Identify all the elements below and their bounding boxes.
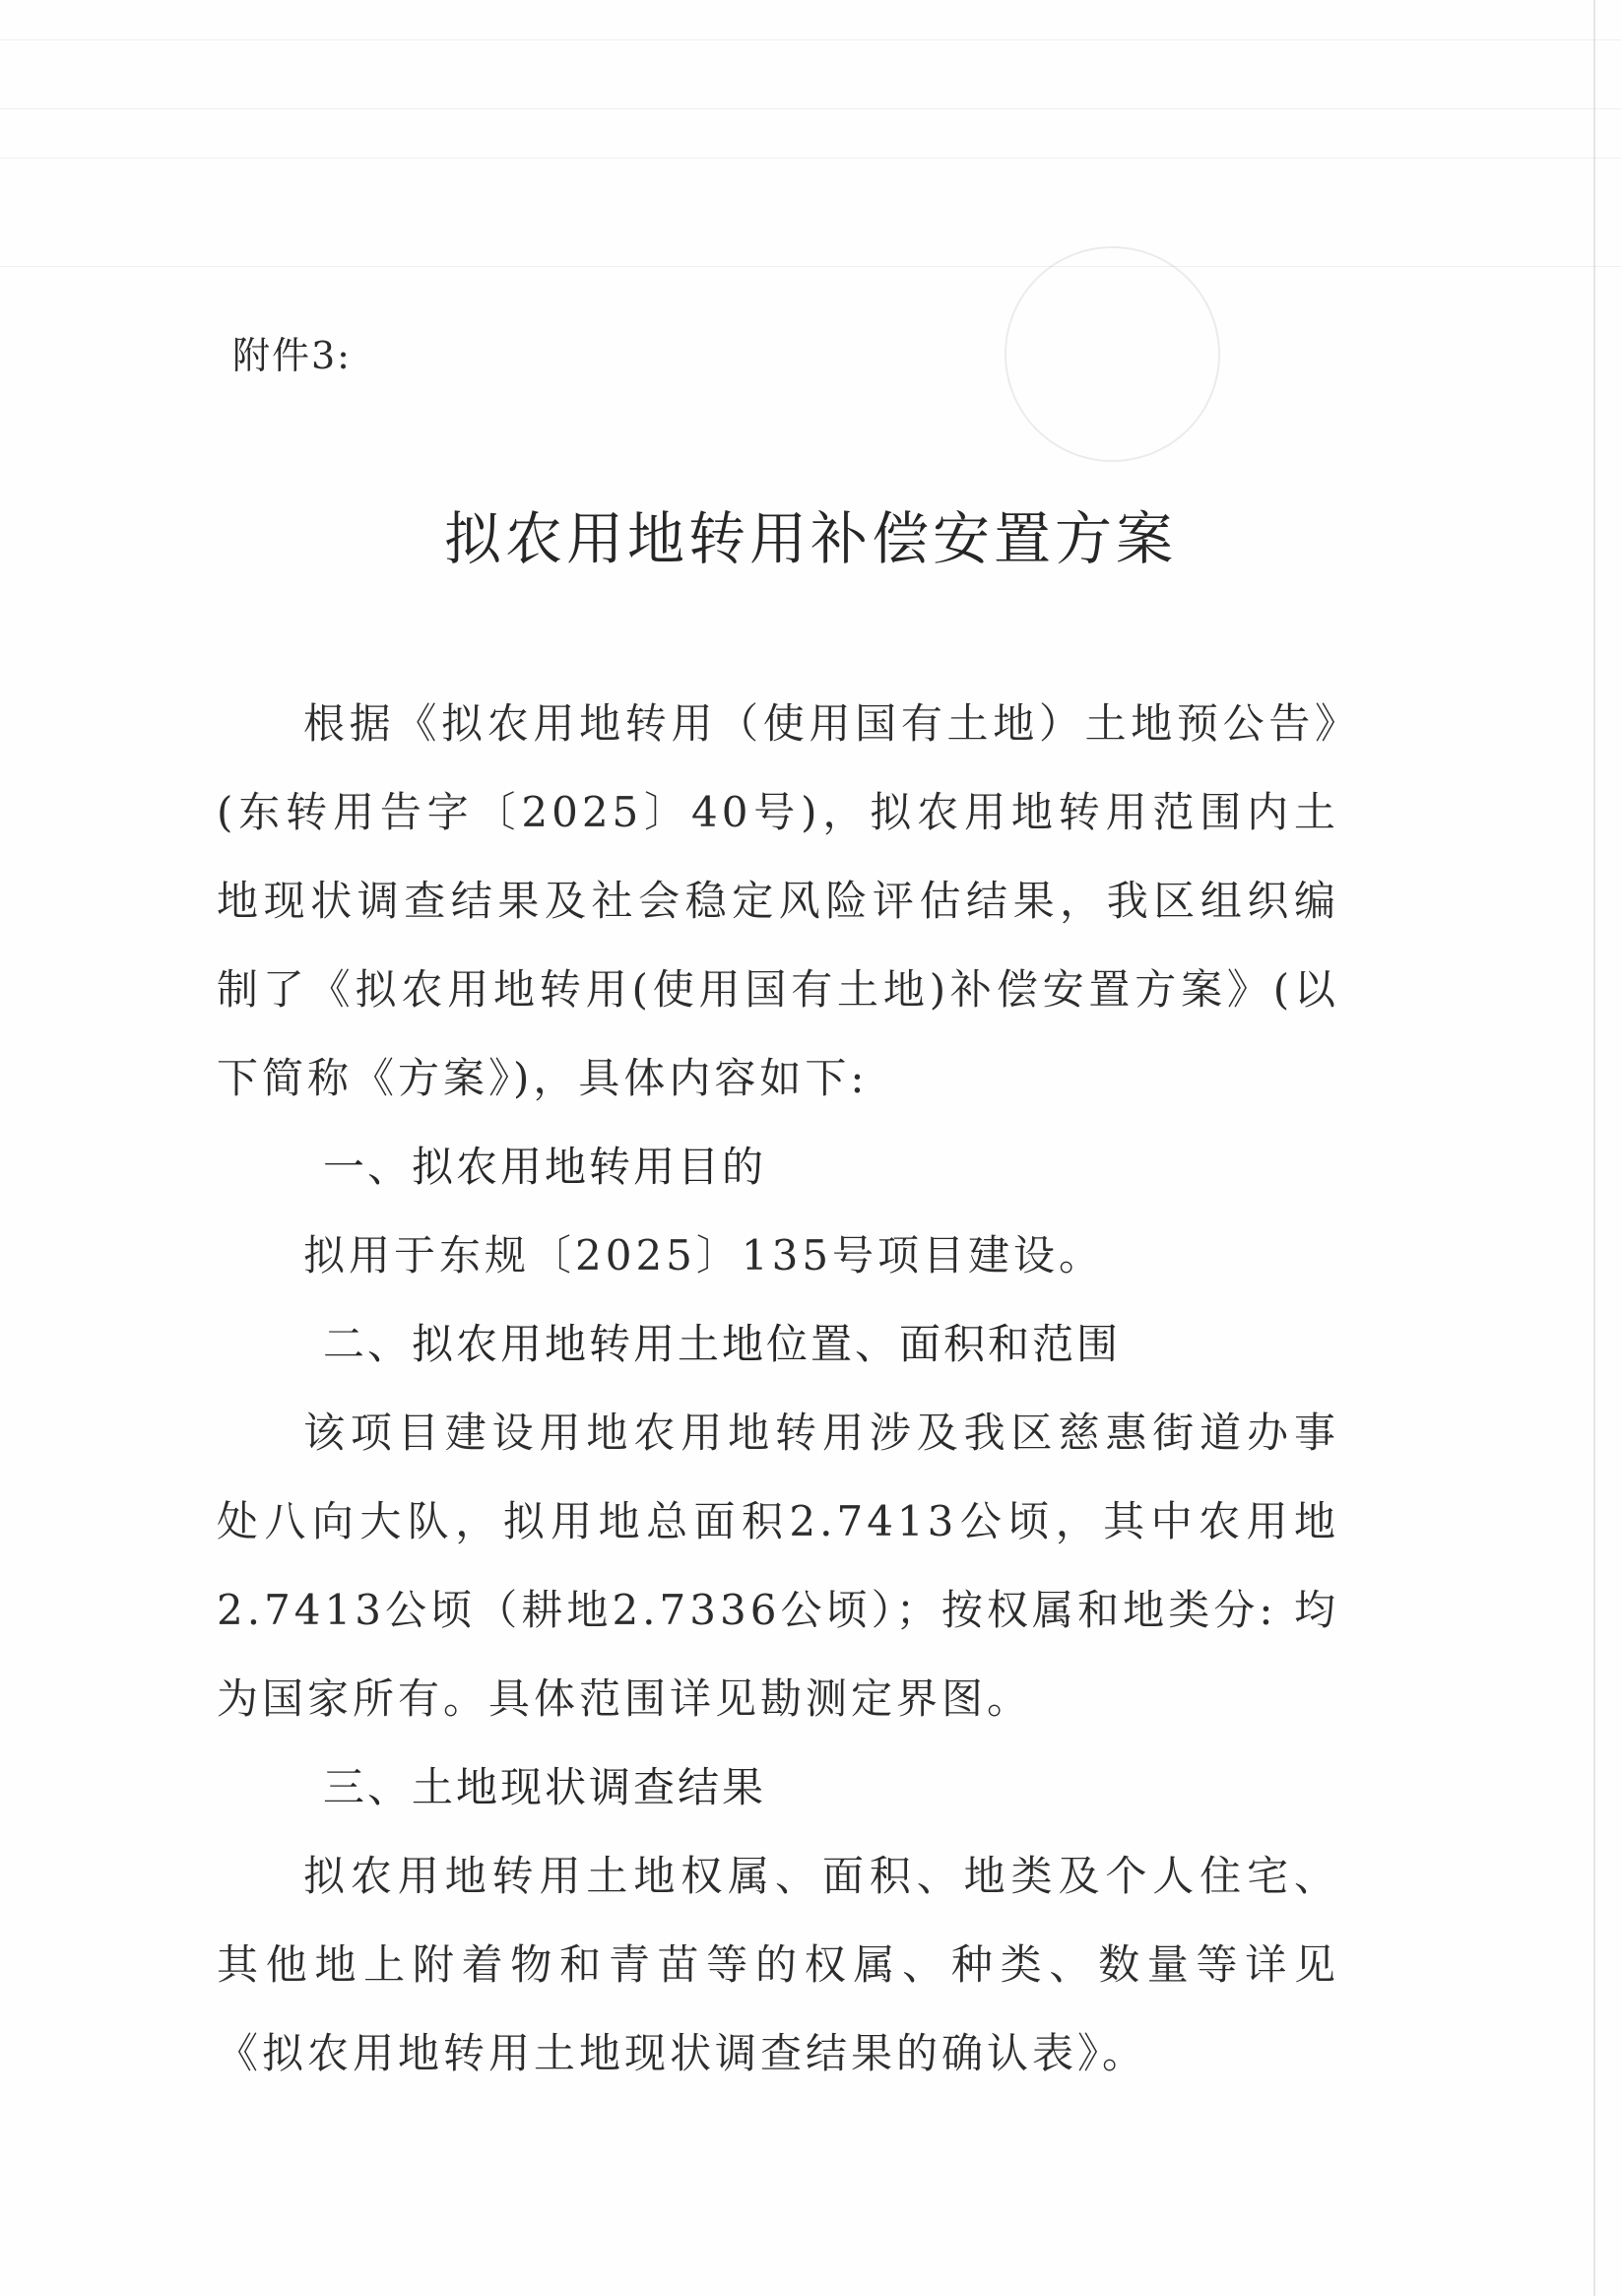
section-3-text: 拟农用地转用土地权属、面积、地类及个人住宅、其他地上附着物和青苗等的权属、种类、数量等详见《拟农用地转用土地现状调查结果的确认表》。: [217, 1852, 1339, 2077]
scan-artifact-line: [0, 39, 1621, 40]
intro-paragraph: 根据《拟农用地转用（使用国有土地）土地预公告》(东转用告字〔2025〕40号)，拟农用地转用范围内土地现状调查结果及社会稳定风险评估结果，我区组织编制了《拟农用地转用(使用国有土地)补偿安置方案》(以下简称《方案》)，具体内容如下:: [217, 699, 1339, 1102]
section-3-heading: 三、土地现状调查结果: [323, 1763, 767, 1811]
document-body: [217, 680, 1339, 2098]
scan-edge-line: [1593, 0, 1595, 2296]
faded-seal-stamp: [1005, 246, 1220, 462]
scan-artifact-line: [0, 266, 1621, 267]
document-title: 拟农用地转用补偿安置方案: [443, 505, 1177, 572]
section-2-text: 该项目建设用地农用地转用涉及我区慈惠街道办事处八向大队，拟用地总面积2.7413公顷，其中农用地2.7413公顷（耕地2.7336公顷）；按权属和地类分: 均为国家所有。具体范围详见勘测定界图。: [217, 1409, 1339, 1723]
scan-artifact-line: [0, 108, 1621, 109]
scan-artifact-line: [0, 158, 1621, 159]
attachment-label: 附件3:: [232, 334, 352, 377]
section-2-heading: 二、拟农用地转用土地位置、面积和范围: [323, 1320, 1122, 1368]
section-1-heading: 一、拟农用地转用目的: [323, 1143, 767, 1191]
section-1-text: 拟用于东规〔2025〕135号项目建设。: [303, 1231, 1105, 1279]
